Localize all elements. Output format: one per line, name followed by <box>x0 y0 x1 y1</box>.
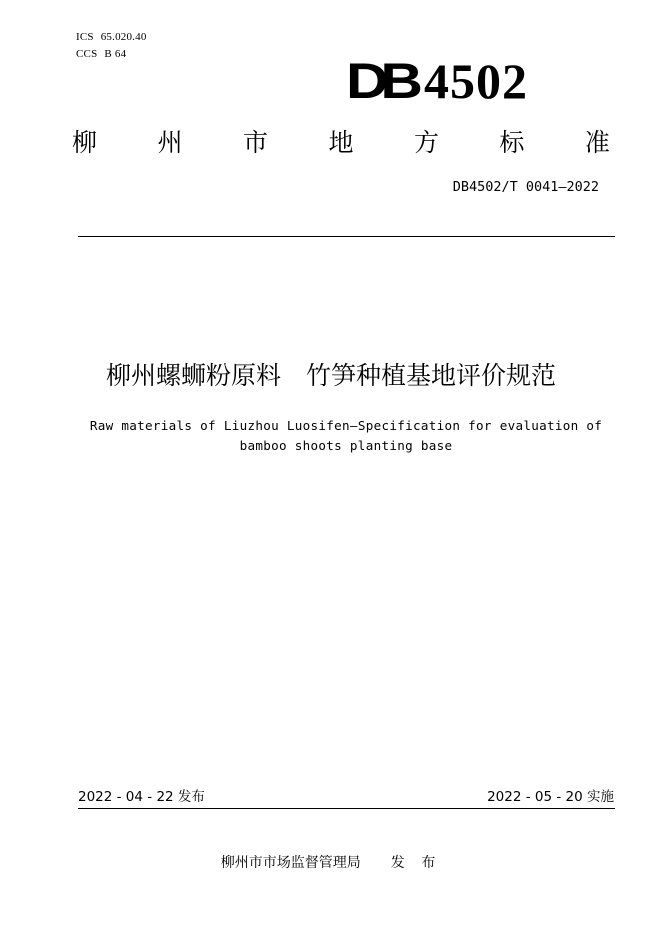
ics-label: ICS <box>76 31 94 43</box>
standard-logo-number: 4502 <box>424 53 528 109</box>
top-divider <box>78 236 615 237</box>
document-title-english: Raw materials of Liuzhou Luosifen—Specification for evaluation of bamboo shoots planting base <box>89 418 603 453</box>
standard-number: DB4502/T 0041—2022 <box>452 179 599 195</box>
standard-logo-prefix: DB <box>346 53 415 109</box>
ccs-value: B 64 <box>104 48 127 60</box>
ics-code <box>76 31 147 43</box>
ccs-code <box>76 48 126 60</box>
standard-type-char: 标 <box>499 128 525 157</box>
issue-date: 2022 - 04 - 22 发布 <box>78 789 205 805</box>
standard-type-char: 方 <box>413 128 439 157</box>
bottom-divider <box>78 808 615 809</box>
standard-logo <box>346 54 566 108</box>
publisher-name: 柳州市市场监督管理局 <box>220 855 361 871</box>
ics-value: 65.020.40 <box>100 31 147 43</box>
standard-type-char: 州 <box>157 128 183 157</box>
standard-type-char: 市 <box>242 128 268 157</box>
ccs-label: CCS <box>76 48 98 60</box>
publisher-suffix: 发 布 <box>390 855 442 871</box>
standard-type-heading <box>72 126 610 160</box>
standard-type-char: 柳 <box>72 128 98 157</box>
document-title-chinese: 柳州螺蛳粉原料 竹笋种植基地评价规范 <box>105 361 556 390</box>
publisher <box>0 853 662 873</box>
standard-type-char: 地 <box>328 128 354 157</box>
implementation-date: 2022 - 05 - 20 实施 <box>487 789 614 805</box>
standard-type-char: 准 <box>584 128 610 157</box>
